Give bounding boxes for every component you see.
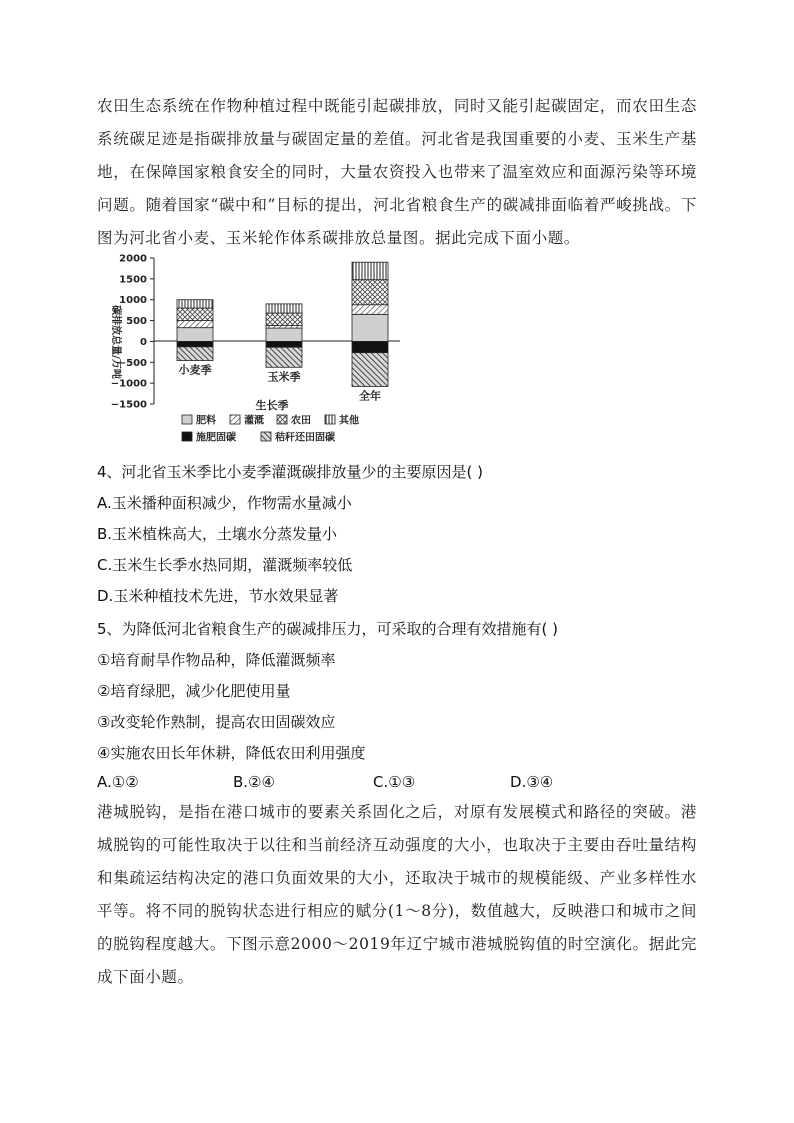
next-section-paragraph: 港城脱钩，是指在港口城市的要素关系固化之后，对原有发展模式和路径的突破。港城脱钩的可能性取决于以往和当前经济互动强度的大小，也取决于主要由吞吐量结构和集疏运结构决定的港口负面效果的大小，还取决于城市的规模能级、产业多样性水平等。将不同的脱钩状态进行相应的赋分(1～8分)，数值越大，反映港口和城市之间的脱钩程度越大。下图示意2000～2019年辽宁城市港城脱钩值的时空演化。据此完成下面小题。 xyxy=(97,803,697,986)
bar-segment xyxy=(266,341,302,347)
question-5-stem: 5、为降低河北省粮食生产的碳减排压力，可采取的合理有效措施有( ) xyxy=(97,620,559,638)
question-4-option-c: C.玉米生长季水热同期，灌溉频率较低 xyxy=(97,556,353,574)
legend-label: 施肥固碳 xyxy=(196,432,236,444)
legend-swatch xyxy=(277,415,287,424)
y-tick-label: 1000 xyxy=(119,295,147,307)
legend-swatch xyxy=(325,415,335,424)
y-tick-label: 0 xyxy=(140,336,147,348)
carbon-emission-chart xyxy=(100,252,420,448)
bar-segment xyxy=(266,304,302,313)
category-label: 玉米季 xyxy=(267,370,301,384)
bar-segment xyxy=(177,321,213,328)
legend-label: 秸秆还田固碳 xyxy=(275,432,335,444)
question-5-option-b: B.②④ xyxy=(233,773,275,791)
legend-label: 灌溉 xyxy=(244,415,264,427)
bar-segment xyxy=(177,328,213,342)
category-label: 小麦季 xyxy=(178,363,212,377)
bar-segment xyxy=(352,341,388,352)
intro-paragraph: 农田生态系统在作物种植过程中既能引起碳排放，同时又能引起碳固定，而农田生态系统碳足迹是指碳排放量与碳固定量的差值。河北省是我国重要的小麦、玉米生产基地，在保障国家粮食安全的同时，大量农资投入也带来了温室效应和面源污染等环境问题。随着国家“碳中和”目标的提出，河北省粮食生产的碳减排面临着严峻挑战。下图为河北省小麦、玉米轮作体系碳排放总量图。据此完成下面小题。 xyxy=(97,97,697,247)
bar-segment xyxy=(266,313,302,326)
question-5-statement-1: ①培育耐旱作物品种，降低灌溉频率 xyxy=(97,651,336,669)
y-axis-label: 碳排放总量/万吨 xyxy=(110,305,121,379)
bar-segment xyxy=(352,305,388,315)
y-tick-label: −1000 xyxy=(110,378,147,390)
question-4-option-a: A.玉米播种面积减少，作物需水量减小 xyxy=(97,494,352,512)
x-axis-label: 生长季 xyxy=(255,399,289,412)
category-label: 全年 xyxy=(359,389,381,403)
legend-swatch xyxy=(230,415,240,424)
legend-label: 农田 xyxy=(291,415,311,427)
question-5-statement-3: ③改变轮作熟制，提高农田固碳效应 xyxy=(97,713,336,731)
legend-label: 肥料 xyxy=(196,415,216,427)
bar-segment xyxy=(352,314,388,341)
chart-legend xyxy=(182,414,359,444)
y-tick-label: −500 xyxy=(117,357,147,369)
question-4-option-d: D.玉米种植技术先进，节水效果显著 xyxy=(97,587,339,605)
legend-label: 其他 xyxy=(339,415,359,427)
bar-segment xyxy=(177,308,213,321)
question-5-option-a: A.①② xyxy=(97,773,139,791)
question-5-statement-2: ②培育绿肥，减少化肥使用量 xyxy=(97,682,291,700)
bar-segment xyxy=(177,347,213,361)
question-4-stem: 4、河北省玉米季比小麦季灌溉碳排放量少的主要原因是( ) xyxy=(97,463,484,481)
bar-segment xyxy=(266,328,302,341)
question-5-option-d: D.③④ xyxy=(510,773,554,791)
bar-segment xyxy=(352,262,388,280)
question-4-option-b: B.玉米植株高大，土壤水分蒸发量小 xyxy=(97,525,338,543)
y-tick-label: 1500 xyxy=(119,274,147,286)
y-tick-label: 500 xyxy=(126,316,147,328)
legend-swatch xyxy=(261,432,271,441)
question-5-answer-options xyxy=(97,773,697,795)
legend-swatch xyxy=(182,432,192,441)
question-5-option-c: C.①③ xyxy=(373,773,416,791)
bar-segment xyxy=(266,347,302,367)
bar-segment xyxy=(177,300,213,308)
legend-swatch xyxy=(182,415,192,424)
bar-segment xyxy=(352,353,388,387)
question-5-statement-4: ④实施农田长年休耕，降低农田利用强度 xyxy=(97,744,366,762)
bar-segment xyxy=(177,341,213,346)
y-tick-label: −1500 xyxy=(110,399,147,411)
y-tick-label: 2000 xyxy=(119,253,147,265)
bar-segment xyxy=(352,280,388,305)
